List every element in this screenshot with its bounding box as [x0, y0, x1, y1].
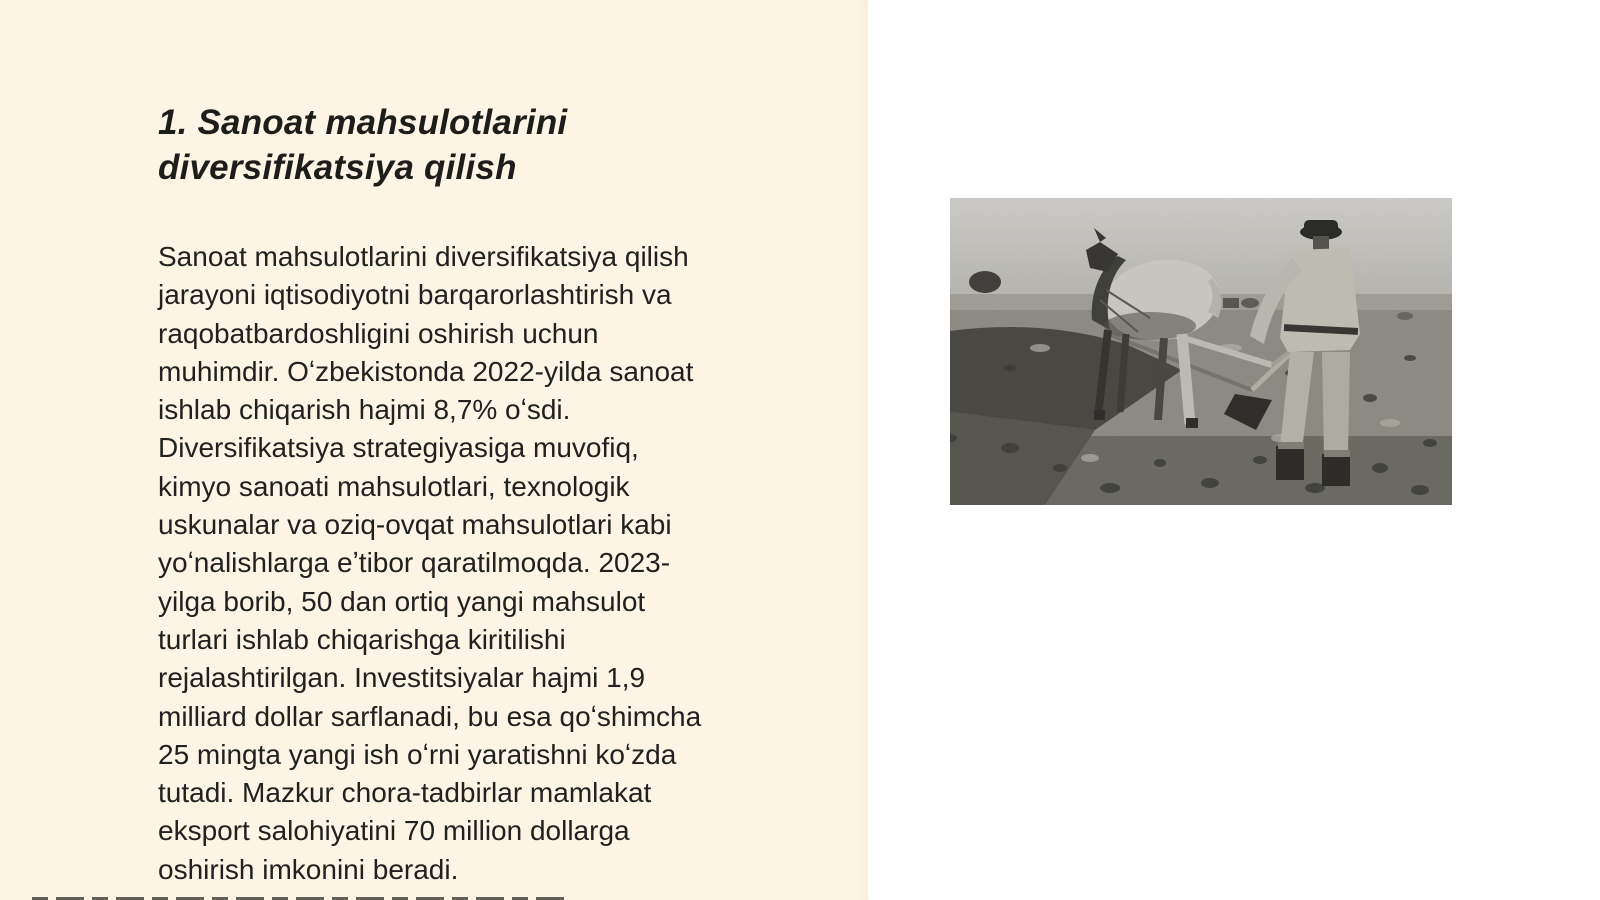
body-line: uskunalar va oziq-ovqat mahsulotlari kabi — [158, 509, 672, 541]
body-line: milliard dollar sarflanadi, bu esa qoʻshimcha — [158, 700, 702, 732]
body-line: rejalashtirilgan. Investitsiyalar hajmi 1,9 — [158, 662, 646, 694]
body-line: Sanoat mahsulotlarini diversifikatsiya qilish — [158, 241, 689, 272]
body-line: eksport salohiyatini 70 million dollarga — [158, 815, 630, 847]
body-line: kimyo sanoati mahsulotlari, texnologik — [158, 470, 630, 502]
title-line: 1. Sanoat mahsulotlarini — [158, 103, 568, 142]
body-paragraph — [158, 238, 848, 889]
plowing-photo-illustration — [950, 198, 1452, 505]
body-line: jarayoni iqtisodiyotni barqarorlashtirish va — [158, 279, 672, 311]
body-line: 25 mingta yangi ish oʻrni yaratishni koʻzda — [158, 738, 677, 770]
title-line: diversifikatsiya qilish — [158, 148, 517, 187]
body-line: yilga borib, 50 dan ortiq yangi mahsulot — [158, 585, 646, 617]
body-line: oshirish imkonini beradi. — [158, 853, 459, 885]
page-title — [158, 100, 718, 190]
body-line: raqobatbardoshligini oshirish uchun — [158, 317, 599, 349]
body-line: ishlab chiqarish hajmi 8,7% oʻsdi. — [158, 394, 571, 426]
body-line: tutadi. Mazkur chora-tadbirlar mamlakat — [158, 777, 652, 809]
body-line: Diversifikatsiya strategiyasiga muvofiq, — [158, 432, 639, 464]
body-line: yoʻnalishlarga eʼtibor qaratilmoqda. 2023- — [158, 547, 671, 579]
body-line: muhimdir. Oʻzbekistonda 2022-yilda sanoat — [158, 355, 694, 387]
plowing-photo — [950, 198, 1452, 505]
body-line: turlari ishlab chiqarishga kiritilishi — [158, 623, 566, 655]
